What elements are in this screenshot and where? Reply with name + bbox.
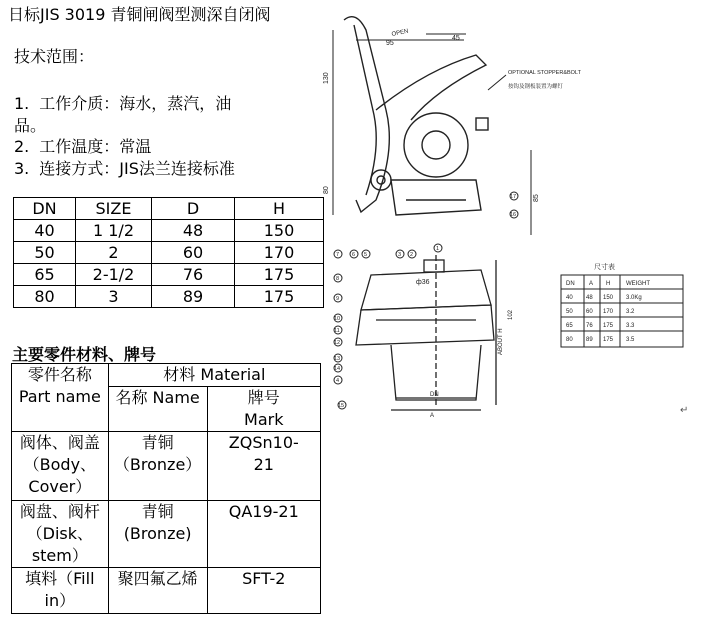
table-row (14, 242, 324, 264)
table-cell: 3 (76, 286, 152, 308)
svg-text:16: 16 (510, 212, 517, 218)
dim-95: 95 (386, 40, 394, 47)
page-title: 日标JIS 3019 青铜闸阀型测深自闭阀 (8, 5, 271, 24)
balloon-17 (510, 192, 518, 200)
section-view (356, 255, 514, 419)
table-cell: 2 (76, 242, 152, 264)
dim-85: 85 (533, 194, 540, 202)
part-cell: 阀体、阀盖 （Body、 Cover） (12, 432, 109, 501)
mark-header: 牌号 Mark (207, 387, 320, 432)
balloon-13 (334, 354, 342, 362)
svg-text:3.3: 3.3 (626, 323, 635, 329)
mark-cell: ZQSn10- 21 (207, 432, 320, 501)
parts-table (11, 363, 321, 614)
svg-text:15: 15 (338, 403, 345, 409)
balloon-15 (338, 401, 346, 409)
table-row (14, 264, 324, 286)
svg-text:4: 4 (336, 378, 340, 384)
svg-text:3.2: 3.2 (626, 309, 635, 315)
balloon-6 (350, 250, 358, 258)
right-dimension-85 (531, 150, 540, 235)
part-cell: 阀盘、阀杆 （Disk、 stem） (12, 501, 109, 568)
material-cell: 青铜 (Bronze) (108, 501, 207, 568)
svg-text:17: 17 (510, 194, 517, 200)
svg-text:8: 8 (336, 276, 340, 282)
header-cell: DN (14, 198, 76, 220)
balloon-5 (362, 250, 370, 258)
table-cell: 40 (14, 220, 76, 242)
svg-text:2: 2 (410, 252, 414, 258)
table-cell: 175 (235, 264, 324, 286)
balloon-11 (334, 326, 342, 334)
scope-item-3 (14, 156, 235, 179)
table-cell: 175 (235, 286, 324, 308)
table-row (12, 568, 321, 614)
table-cell: 80 (14, 286, 76, 308)
mark-cell: QA19-21 (207, 501, 320, 568)
balloon-16 (510, 210, 518, 218)
svg-text:150: 150 (603, 295, 614, 301)
svg-text:60: 60 (586, 309, 593, 315)
svg-text:5: 5 (364, 252, 368, 258)
svg-text:1: 1 (436, 246, 440, 252)
size-table-title: 尺寸表 (594, 264, 615, 271)
svg-text:6: 6 (352, 252, 356, 258)
dn-label: DN (430, 392, 439, 398)
table-cell: 65 (14, 264, 76, 286)
table-row (14, 220, 324, 242)
svg-text:12: 12 (334, 340, 341, 346)
scope-heading: 技术范围： (14, 47, 95, 66)
svg-text:7: 7 (336, 252, 340, 258)
about-h-label: ABOUT H (498, 328, 504, 355)
part-cell: 填料（Fill in） (12, 568, 109, 614)
svg-text:175: 175 (603, 323, 614, 329)
header-cell: H (235, 198, 324, 220)
svg-text:3.0Kg: 3.0Kg (626, 295, 642, 301)
table-cell: 76 (152, 264, 235, 286)
table-cell: 48 (152, 220, 235, 242)
parts-header-row (12, 364, 321, 387)
svg-text:40: 40 (566, 295, 573, 301)
svg-text:65: 65 (566, 323, 573, 329)
table-cell: 60 (152, 242, 235, 264)
svg-text:11: 11 (334, 328, 340, 334)
balloon-12 (334, 338, 342, 346)
scope-item-1 (14, 91, 231, 114)
svg-text:14: 14 (334, 366, 341, 372)
dim-102: 102 (508, 309, 514, 320)
balloon-4 (334, 376, 342, 384)
stopper-label-en: OPTIONAL STOPPER&BOLT (508, 70, 581, 76)
material-cell: 青铜 （Bronze） (108, 432, 207, 501)
table-row (12, 432, 321, 501)
svg-text:48: 48 (586, 295, 593, 301)
header-cell: SIZE (76, 198, 152, 220)
header-cell: D (152, 198, 235, 220)
item-number: 2. (14, 137, 30, 156)
open-label: OPEN (391, 28, 410, 38)
top-dimensions (356, 29, 466, 47)
svg-text:WEIGHT: WEIGHT (626, 281, 650, 287)
phi36-label: ф36 (416, 279, 430, 286)
stopper-note (488, 70, 582, 90)
balloon-3 (396, 250, 404, 258)
svg-text:50: 50 (566, 309, 573, 315)
mark-cell: SFT-2 (207, 568, 320, 614)
balloon-14 (334, 364, 342, 372)
item-number: 3. (14, 159, 30, 178)
stopper-label-cn: 按钩及钢板装置为螺钉 (508, 84, 564, 90)
table-row (12, 501, 321, 568)
a-label: A (430, 413, 435, 419)
return-mark: ↵ (680, 405, 689, 416)
svg-text:170: 170 (603, 309, 614, 315)
scope-item-2 (14, 134, 151, 157)
svg-text:9: 9 (336, 296, 340, 302)
balloon-2 (408, 250, 416, 258)
part-balloons (334, 192, 518, 409)
parts-section-title: 主要零件材料、牌号 (12, 345, 157, 364)
material-cell: 聚四氟乙烯 (108, 568, 207, 614)
table-row (14, 286, 324, 308)
left-dimensions (323, 30, 333, 215)
valve-technical-drawing (316, 0, 709, 420)
svg-text:175: 175 (603, 337, 614, 343)
dim-130: 130 (323, 72, 330, 84)
svg-text:3: 3 (398, 252, 402, 258)
svg-text:A: A (589, 281, 594, 287)
balloon-1 (434, 244, 442, 252)
material-header: 材料 Material (108, 364, 320, 387)
lever-handle (344, 17, 486, 212)
table-cell: 50 (14, 242, 76, 264)
size-table (561, 262, 683, 347)
svg-text:3.5: 3.5 (626, 337, 635, 343)
table-cell: 2-1/2 (76, 264, 152, 286)
svg-text:89: 89 (586, 337, 593, 343)
item-number: 1. (14, 94, 30, 113)
balloon-8 (334, 274, 342, 282)
balloon-9 (334, 294, 342, 302)
part-name-header: 零件名称 Part name (12, 364, 109, 432)
svg-text:76: 76 (586, 323, 593, 329)
dimension-table (13, 197, 324, 308)
table-cell: 170 (235, 242, 324, 264)
item-text: 工作温度：常温 (39, 137, 152, 156)
svg-text:10: 10 (334, 316, 341, 322)
balloon-7 (334, 250, 342, 258)
valve-upper-body (391, 113, 488, 215)
balloon-10 (334, 314, 342, 322)
table-cell: 150 (235, 220, 324, 242)
table-cell: 89 (152, 286, 235, 308)
table-header-row (14, 198, 324, 220)
material-name-header: 名称 Name (108, 387, 207, 432)
item-text: 连接方式：JIS法兰连接标准 (39, 159, 235, 178)
svg-text:80: 80 (566, 337, 573, 343)
svg-text:DN: DN (566, 281, 575, 287)
svg-text:13: 13 (334, 356, 341, 362)
dim-45: 45 (452, 35, 460, 42)
item-text: 工作介质：海水，蒸汽，油 (39, 94, 232, 113)
dim-80: 80 (323, 186, 330, 194)
table-cell: 1 1/2 (76, 220, 152, 242)
scope-item-1-cont: 品。 (14, 116, 47, 135)
svg-text:H: H (606, 281, 611, 287)
